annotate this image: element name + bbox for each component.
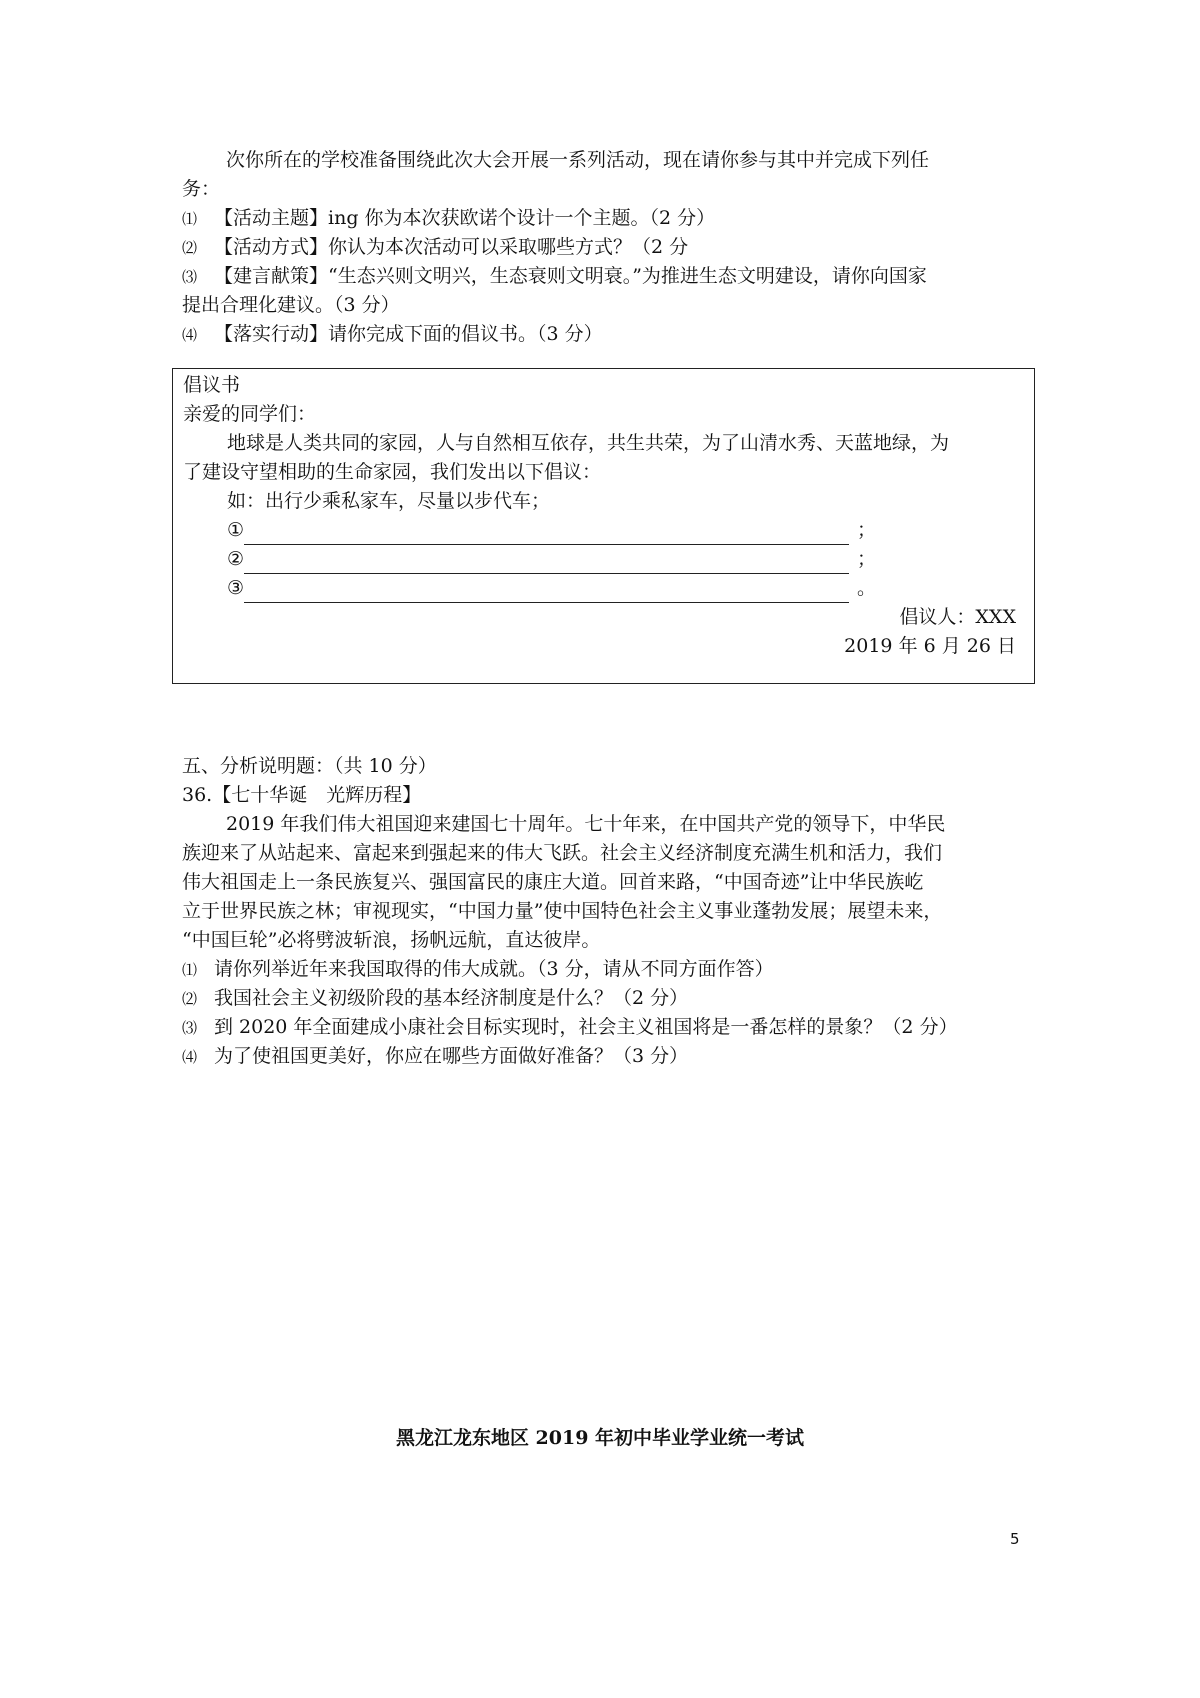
proposal-greeting: 亲爱的同学们： (183, 403, 317, 425)
task-item: ⑶ 【建言献策】“生态兴则文明兴，生态衰则文明衰。”为推进生态文明建设，请你向国家 (182, 265, 927, 287)
proposal-example: 如：出行少乘私家车，尽量以步代车； (227, 490, 551, 512)
proposal-paragraph: 了建设守望相助的生命家园，我们发出以下倡议： (183, 461, 602, 483)
passage-line: 2019 年我们伟大祖国迎来建国七十周年。七十年来，在中国共产党的领导下，中华民 (226, 813, 946, 835)
task-item-continuation: 提出合理化建议。（3 分） (182, 294, 400, 316)
proposal-paragraph: 地球是人类共同的家园，人与自然相互依存，共生共荣，为了山清水秀、天蓝地绿，为 (227, 432, 950, 454)
section-heading: 五、分析说明题：（共 10 分） (182, 755, 437, 777)
proposal-date: 2019 年 6 月 26 日 (844, 635, 1016, 657)
page-number: 5 (1010, 1530, 1020, 1548)
sub-question: ⑷ 为了使祖国更美好，你应在哪些方面做好准备？（3 分） (182, 1045, 689, 1067)
task-item: ⑵ 【活动方式】你认为本次活动可以采取哪些方式？（2 分 (182, 236, 689, 258)
sub-question: ⑴ 请你列举近年来我国取得的伟大成就。（3 分，请从不同方面作答） (182, 958, 774, 980)
proposal-blank-1: ① ； (183, 516, 1024, 545)
answer-blank[interactable] (244, 582, 849, 603)
answer-blank[interactable] (244, 524, 849, 545)
task-item: ⑴ 【活动主题】ing 你为本次获欧诺个设计一个主题。（2 分） (182, 207, 716, 229)
section-five (182, 752, 1030, 1071)
proposal-blank-2: ② ； (183, 545, 1024, 574)
activity-tasks (182, 146, 1030, 349)
proposal-signer: 倡议人：XXX (899, 606, 1016, 628)
task-item: ⑷ 【落实行动】请你完成下面的倡议书。（3 分） (182, 323, 603, 345)
answer-blank[interactable] (244, 553, 849, 574)
sub-question: ⑵ 我国社会主义初级阶段的基本经济制度是什么？（2 分） (182, 987, 689, 1009)
proposal-title: 倡议书 (183, 374, 241, 396)
sub-question: ⑶ 到 2020 年全面建成小康社会目标实现时，社会主义祖国将是一番怎样的景象？（2 分） (182, 1016, 958, 1038)
proposal-box (172, 368, 1035, 684)
question-title: 36.【七十华诞 光辉历程】 (182, 784, 422, 806)
passage-line: “中国巨轮”必将劈波斩浪，扬帆远航，直达彼岸。 (182, 929, 601, 951)
passage-line: 立于世界民族之林；审视现实，“中国力量”使中国特色社会主义事业蓬勃发展；展望未来， (182, 900, 943, 922)
intro-line: 务： (182, 178, 221, 200)
intro-line: 次你所在的学校准备围绕此次大会开展一系列活动，现在请你参与其中并完成下列任 (226, 149, 930, 171)
passage-line: 族迎来了从站起来、富起来到强起来的伟大飞跃。社会主义经济制度充满生机和活力，我们 (182, 842, 943, 864)
proposal-blank-3: ③ 。 (183, 574, 1024, 603)
exam-title: 黑龙江龙东地区 2019 年初中毕业学业统一考试 (395, 1427, 805, 1449)
passage-line: 伟大祖国走上一条民族复兴、强国富民的康庄大道。回首来路，“中国奇迹”让中华民族屹 (182, 871, 924, 893)
